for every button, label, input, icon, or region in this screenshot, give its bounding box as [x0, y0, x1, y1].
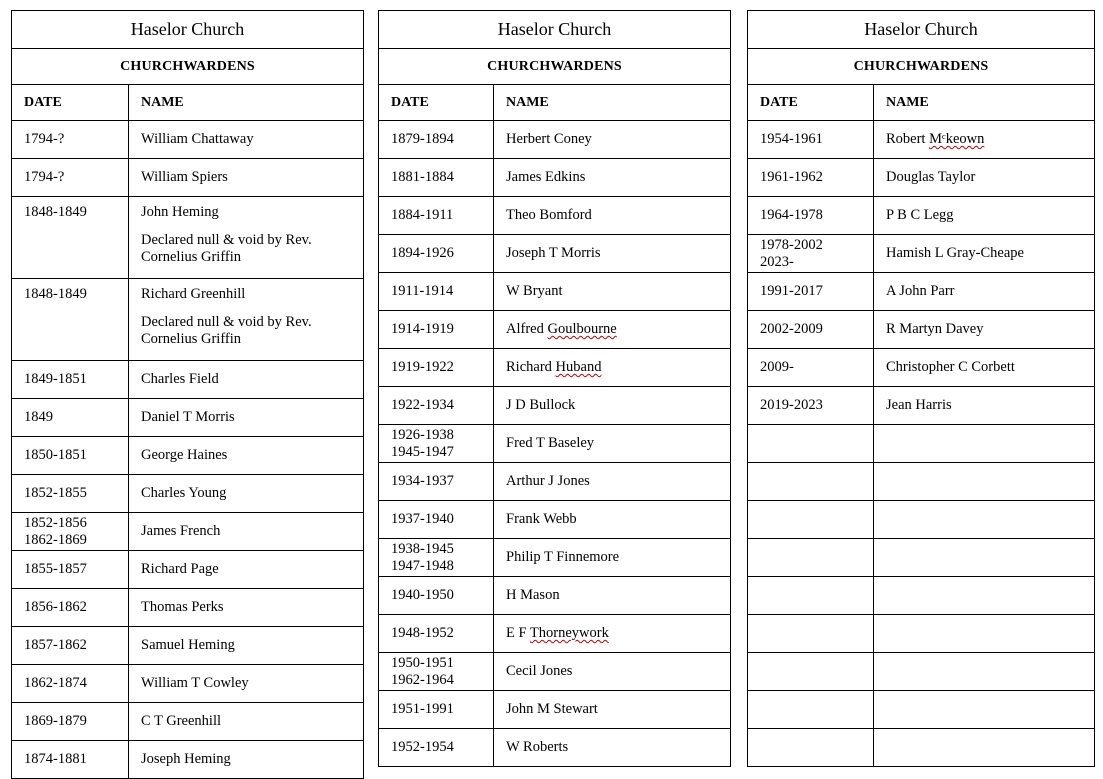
name-text: Joseph Heming	[141, 751, 231, 767]
name-text: Herbert Coney	[506, 131, 592, 147]
name-text: Hamish L Gray-Cheape	[886, 245, 1024, 261]
table-row	[12, 197, 364, 279]
date-text: 1852-1855	[24, 485, 87, 501]
date-text: 1991-2017	[760, 283, 823, 299]
table-row	[748, 729, 1095, 767]
table-row	[748, 577, 1095, 615]
name-text: P B C Legg	[886, 207, 954, 223]
date-text: 1852-1856	[24, 514, 87, 531]
name-cell[interactable]	[494, 691, 731, 729]
table-row	[379, 159, 731, 197]
table-row	[748, 235, 1095, 273]
name-cell[interactable]	[874, 425, 1095, 463]
table-row	[379, 615, 731, 653]
name-text: Alfred	[506, 321, 548, 337]
date-cell[interactable]	[748, 311, 874, 349]
date-cell[interactable]	[748, 273, 874, 311]
date-column-header[interactable]	[12, 85, 129, 121]
date-cell[interactable]	[748, 577, 874, 615]
date-cell[interactable]	[748, 691, 874, 729]
name-text: Fred T Baseley	[506, 435, 595, 451]
name-cell[interactable]	[494, 235, 731, 273]
name-text: Samuel Heming	[141, 637, 235, 653]
table-row	[748, 121, 1095, 159]
name-cell[interactable]	[494, 159, 731, 197]
date-cell[interactable]	[379, 197, 494, 235]
date-cell[interactable]	[748, 425, 874, 463]
date-text: 2009-	[760, 359, 794, 375]
name-text: Frank Webb	[506, 511, 577, 527]
date-text: 1862-1874	[24, 675, 87, 691]
date-cell[interactable]	[748, 729, 874, 767]
date-cell[interactable]	[12, 475, 129, 513]
date-text: 1934-1937	[391, 473, 454, 489]
table-row	[748, 653, 1095, 691]
column-header-row	[379, 85, 731, 121]
name-cell[interactable]	[874, 235, 1095, 273]
name-cell[interactable]	[874, 653, 1095, 691]
date-cell[interactable]	[748, 159, 874, 197]
date-text: 2023-	[760, 253, 794, 270]
null-void-note: Declared null & void by Rev. Cornelius Griffin	[141, 314, 312, 347]
name-text: R Martyn Davey	[886, 321, 984, 337]
date-cell[interactable]	[748, 121, 874, 159]
date-cell[interactable]	[379, 349, 494, 387]
date-cell[interactable]	[748, 539, 874, 577]
name-cell[interactable]	[494, 729, 731, 767]
date-cell[interactable]	[748, 197, 874, 235]
table-row	[379, 501, 731, 539]
name-cell[interactable]	[494, 387, 731, 425]
column-header-row	[748, 85, 1095, 121]
date-text: 1849	[24, 409, 53, 425]
table-row	[379, 235, 731, 273]
date-text: 1947-1948	[391, 557, 454, 574]
name-cell[interactable]	[874, 577, 1095, 615]
name-text: W Roberts	[506, 739, 569, 755]
table-row	[12, 551, 364, 589]
table-title-row	[12, 11, 364, 49]
date-text: 1894-1926	[391, 245, 454, 261]
date-cell[interactable]	[379, 729, 494, 767]
name-text: William Spiers	[141, 169, 228, 185]
date-text: 1961-1962	[760, 169, 823, 185]
name-cell[interactable]	[129, 513, 364, 551]
date-cell[interactable]	[379, 653, 494, 691]
date-text: 1914-1919	[391, 321, 454, 337]
misspelled-name-text: Mᶜkeown	[929, 131, 985, 147]
table-row	[379, 273, 731, 311]
table-row	[748, 273, 1095, 311]
date-cell[interactable]	[12, 551, 129, 589]
name-text: Cecil Jones	[506, 663, 573, 679]
date-cell[interactable]	[379, 159, 494, 197]
table-subtitle[interactable]	[379, 49, 731, 85]
name-header-text: NAME	[506, 95, 549, 110]
title-text: Haselor Church	[130, 19, 245, 39]
name-text: George Haines	[141, 447, 228, 463]
column-header-row	[12, 85, 364, 121]
table-body	[379, 11, 731, 767]
date-text: 2002-2009	[760, 321, 823, 337]
name-column-header[interactable]	[874, 85, 1095, 121]
date-cell[interactable]	[379, 577, 494, 615]
date-text: 1938-1945	[391, 540, 454, 557]
date-text: 1881-1884	[391, 169, 454, 185]
date-text: 1954-1961	[760, 131, 823, 147]
date-text: 1884-1911	[391, 207, 454, 223]
date-text: 1848-1849	[24, 204, 87, 220]
name-cell[interactable]	[874, 729, 1095, 767]
date-cell[interactable]	[748, 463, 874, 501]
date-cell[interactable]	[12, 741, 129, 779]
table-row	[12, 703, 364, 741]
table-row	[748, 463, 1095, 501]
table-subtitle-row	[748, 49, 1095, 85]
name-text: H Mason	[506, 587, 560, 603]
name-cell[interactable]	[874, 159, 1095, 197]
name-cell[interactable]	[129, 197, 364, 279]
name-cell[interactable]	[129, 665, 364, 703]
name-cell[interactable]	[874, 615, 1095, 653]
date-cell[interactable]	[379, 463, 494, 501]
name-cell[interactable]	[129, 475, 364, 513]
date-text: 2019-2023	[760, 397, 823, 413]
table-row	[748, 539, 1095, 577]
table-row	[748, 311, 1095, 349]
name-text: Jean Harris	[886, 397, 952, 413]
table-row	[12, 361, 364, 399]
churchwardens-table-1	[11, 10, 364, 779]
date-cell[interactable]	[12, 121, 129, 159]
name-cell[interactable]	[874, 539, 1095, 577]
date-text: 1948-1952	[391, 625, 454, 641]
name-text: A John Parr	[886, 283, 955, 299]
name-text: John M Stewart	[506, 701, 598, 717]
name-text: Daniel T Morris	[141, 409, 235, 425]
table-row	[748, 425, 1095, 463]
name-cell[interactable]	[874, 273, 1095, 311]
name-cell[interactable]	[874, 463, 1095, 501]
name-header-text: NAME	[886, 95, 929, 110]
date-text: 1849-1851	[24, 371, 87, 387]
date-text: 1911-1914	[391, 283, 454, 299]
date-text: 1862-1869	[24, 531, 87, 548]
table-row	[748, 159, 1095, 197]
name-text: Joseph T Morris	[506, 245, 601, 261]
table-row	[379, 311, 731, 349]
table-row	[379, 197, 731, 235]
date-cell[interactable]	[379, 273, 494, 311]
table-title-row	[379, 11, 731, 49]
date-text: 1794-?	[24, 131, 65, 147]
name-cell[interactable]	[129, 741, 364, 779]
date-cell[interactable]	[379, 235, 494, 273]
name-cell[interactable]	[494, 121, 731, 159]
name-column-header[interactable]	[494, 85, 731, 121]
name-text: Theo Bomford	[506, 207, 592, 223]
table-title[interactable]	[12, 11, 364, 49]
table-body	[748, 11, 1095, 767]
date-cell[interactable]	[379, 501, 494, 539]
date-text: 1919-1922	[391, 359, 454, 375]
date-text: 1874-1881	[24, 751, 87, 767]
table-title[interactable]	[748, 11, 1095, 49]
name-text: Charles Young	[141, 485, 227, 501]
date-column-header[interactable]	[379, 85, 494, 121]
churchwardens-table-3	[747, 10, 1095, 767]
name-text: James Edkins	[506, 169, 586, 185]
name-text: Arthur J Jones	[506, 473, 590, 489]
name-column-header[interactable]	[129, 85, 364, 121]
name-cell[interactable]	[129, 703, 364, 741]
name-text: Douglas Taylor	[886, 169, 976, 185]
name-cell[interactable]	[874, 349, 1095, 387]
date-text: 1978-2002	[760, 236, 823, 253]
date-cell[interactable]	[379, 691, 494, 729]
table-row	[12, 741, 364, 779]
title-text: Haselor Church	[497, 19, 612, 39]
date-cell[interactable]	[12, 627, 129, 665]
name-text: W Bryant	[506, 283, 563, 299]
date-text: 1940-1950	[391, 587, 454, 603]
name-text: Richard Greenhill	[141, 286, 246, 302]
null-void-note: Declared null & void by Rev. Cornelius Griffin	[141, 232, 312, 265]
name-cell[interactable]	[129, 159, 364, 197]
name-cell[interactable]	[129, 551, 364, 589]
table-row	[748, 349, 1095, 387]
date-cell[interactable]	[748, 615, 874, 653]
table-row	[379, 425, 731, 463]
table-row	[12, 665, 364, 703]
date-column-header[interactable]	[748, 85, 874, 121]
table-row	[12, 121, 364, 159]
date-cell[interactable]	[379, 387, 494, 425]
table-row	[748, 387, 1095, 425]
name-text: J D Bullock	[506, 397, 576, 413]
table-row	[748, 615, 1095, 653]
date-cell[interactable]	[748, 349, 874, 387]
name-text: James French	[141, 523, 221, 539]
subtitle-text: CHURCHWARDENS	[487, 59, 622, 74]
date-text: 1856-1862	[24, 599, 87, 615]
name-cell[interactable]	[494, 349, 731, 387]
date-cell[interactable]	[748, 501, 874, 539]
date-header-text: DATE	[24, 95, 62, 110]
name-cell[interactable]	[129, 589, 364, 627]
table-row	[12, 475, 364, 513]
date-text: 1926-1938	[391, 426, 454, 443]
date-cell[interactable]	[748, 235, 874, 273]
date-cell[interactable]	[379, 425, 494, 463]
date-text: 1922-1934	[391, 397, 454, 413]
date-text: 1945-1947	[391, 443, 454, 460]
table-row	[379, 349, 731, 387]
name-cell[interactable]	[874, 121, 1095, 159]
date-cell[interactable]	[12, 197, 129, 279]
date-cell[interactable]	[12, 513, 129, 551]
name-header-text: NAME	[141, 95, 184, 110]
table-row	[379, 577, 731, 615]
misspelled-name-text: Thorneywork	[529, 625, 609, 641]
date-cell[interactable]	[379, 615, 494, 653]
date-text: 1879-1894	[391, 131, 454, 147]
date-text: 1794-?	[24, 169, 65, 185]
name-cell[interactable]	[494, 501, 731, 539]
name-cell[interactable]	[129, 121, 364, 159]
name-cell[interactable]	[494, 311, 731, 349]
name-text: Philip T Finnemore	[506, 549, 620, 565]
name-text: C T Greenhill	[141, 713, 222, 729]
churchwardens-table-2	[378, 10, 731, 767]
date-text: 1848-1849	[24, 286, 87, 302]
name-text: E F	[506, 625, 530, 641]
date-text: 1964-1978	[760, 207, 823, 223]
table-subtitle-row	[379, 49, 731, 85]
table-title-row	[748, 11, 1095, 49]
name-cell[interactable]	[494, 463, 731, 501]
name-text: Richard Page	[141, 561, 219, 577]
table-row	[748, 197, 1095, 235]
table-subtitle[interactable]	[748, 49, 1095, 85]
table-row	[12, 399, 364, 437]
date-text: 1962-1964	[391, 671, 454, 688]
date-cell[interactable]	[12, 279, 129, 361]
name-cell[interactable]	[129, 279, 364, 361]
name-cell[interactable]	[494, 615, 731, 653]
table-title[interactable]	[379, 11, 731, 49]
name-cell[interactable]	[494, 197, 731, 235]
table-row	[379, 691, 731, 729]
table-row	[379, 387, 731, 425]
table-body	[12, 11, 364, 779]
date-cell[interactable]	[12, 399, 129, 437]
name-cell[interactable]	[129, 361, 364, 399]
name-text: Charles Field	[141, 371, 219, 387]
misspelled-name-text: Goulbourne	[547, 321, 617, 337]
name-cell[interactable]	[874, 387, 1095, 425]
date-text: 1869-1879	[24, 713, 87, 729]
name-cell[interactable]	[494, 539, 731, 577]
name-text: Christopher C Corbett	[886, 359, 1015, 375]
name-cell[interactable]	[874, 691, 1095, 729]
date-cell[interactable]	[379, 539, 494, 577]
table-row	[379, 121, 731, 159]
misspelled-name-text: Huband	[555, 359, 602, 375]
name-cell[interactable]	[874, 311, 1095, 349]
date-cell[interactable]	[12, 703, 129, 741]
table-row	[748, 501, 1095, 539]
table-row	[12, 159, 364, 197]
name-cell[interactable]	[494, 653, 731, 691]
table-row	[12, 513, 364, 551]
date-header-text: DATE	[760, 95, 798, 110]
date-text: 1951-1991	[391, 701, 454, 717]
name-cell[interactable]	[874, 197, 1095, 235]
date-text: 1952-1954	[391, 739, 454, 755]
date-text: 1937-1940	[391, 511, 454, 527]
name-text: Richard	[506, 359, 556, 375]
table-row	[379, 653, 731, 691]
date-cell[interactable]	[748, 653, 874, 691]
name-cell[interactable]	[129, 437, 364, 475]
table-row	[748, 691, 1095, 729]
date-cell[interactable]	[12, 665, 129, 703]
name-cell[interactable]	[129, 399, 364, 437]
title-text: Haselor Church	[864, 19, 978, 39]
name-text: Thomas Perks	[141, 599, 224, 615]
date-cell[interactable]	[12, 159, 129, 197]
table-row	[379, 729, 731, 767]
date-cell[interactable]	[12, 361, 129, 399]
name-cell[interactable]	[494, 273, 731, 311]
table-subtitle[interactable]	[12, 49, 364, 85]
date-text: 1850-1851	[24, 447, 87, 463]
date-cell[interactable]	[12, 437, 129, 475]
date-cell[interactable]	[12, 589, 129, 627]
name-cell[interactable]	[494, 577, 731, 615]
name-text: Robert	[886, 131, 930, 147]
table-row	[12, 279, 364, 361]
date-cell[interactable]	[379, 311, 494, 349]
date-cell[interactable]	[379, 121, 494, 159]
name-cell[interactable]	[494, 425, 731, 463]
table-row	[12, 589, 364, 627]
subtitle-text: CHURCHWARDENS	[120, 59, 255, 74]
table-row	[12, 627, 364, 665]
table-row	[379, 463, 731, 501]
name-cell[interactable]	[874, 501, 1095, 539]
subtitle-text: CHURCHWARDENS	[853, 59, 989, 74]
name-cell[interactable]	[129, 627, 364, 665]
date-text: 1855-1857	[24, 561, 87, 577]
table-row	[12, 437, 364, 475]
name-text: John Heming	[141, 204, 219, 220]
date-cell[interactable]	[748, 387, 874, 425]
name-text: William Chattaway	[141, 131, 254, 147]
date-header-text: DATE	[391, 95, 429, 110]
date-text: 1857-1862	[24, 637, 87, 653]
name-text: William T Cowley	[141, 675, 249, 691]
table-row	[379, 539, 731, 577]
date-text: 1950-1951	[391, 654, 454, 671]
table-subtitle-row	[12, 49, 364, 85]
